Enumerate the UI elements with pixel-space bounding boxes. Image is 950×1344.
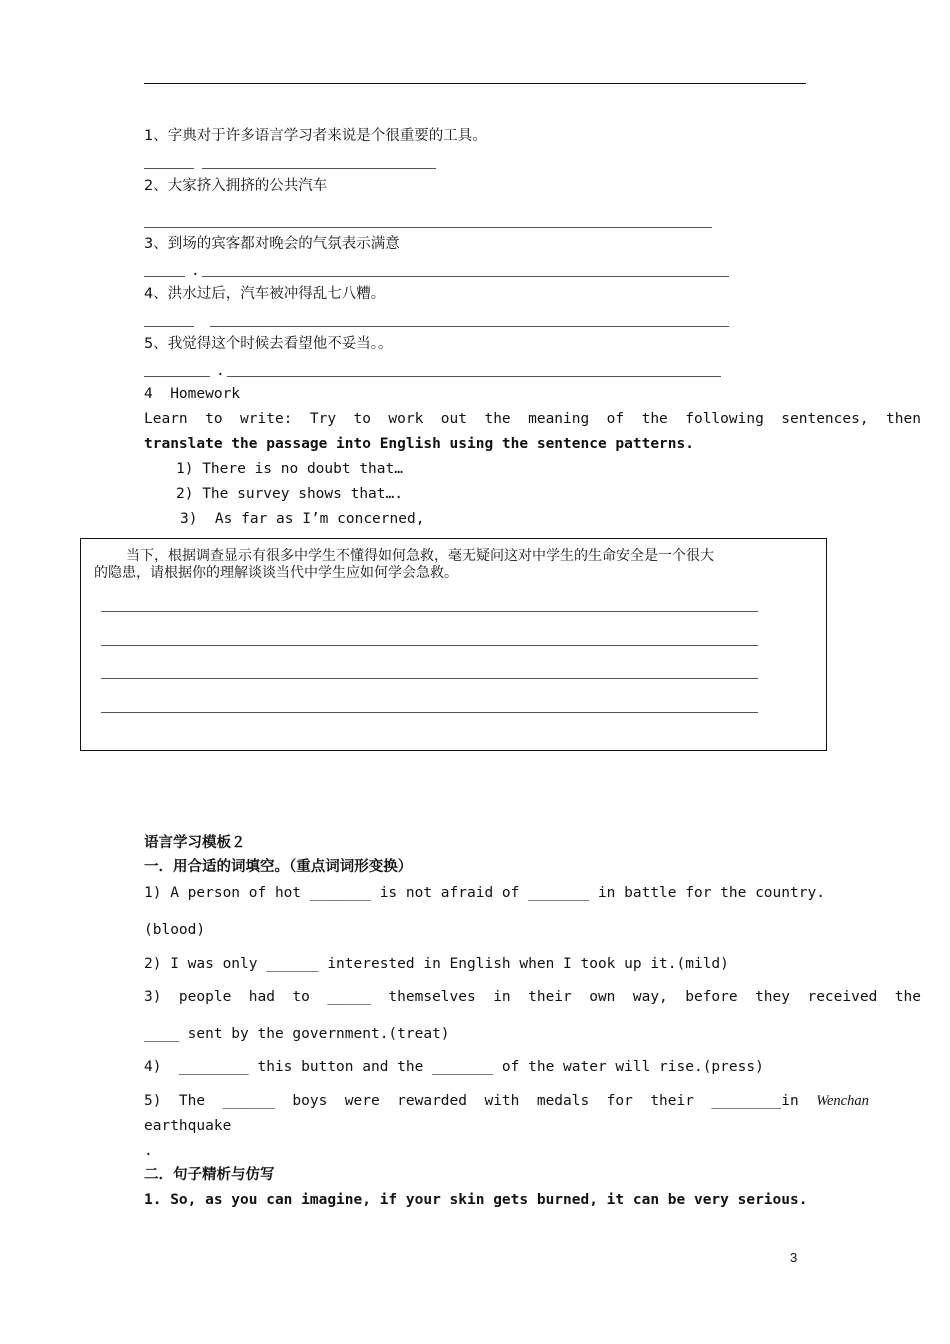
question-4: 4) ________ this button and the _______ of the water will rise.(press)	[144, 1059, 764, 1075]
sentence-pattern-3: 3) As far as I’m concerned,	[180, 511, 425, 527]
exercise-item-5: 5、我觉得这个时候去看望他不妥当。。	[144, 336, 393, 352]
homework-heading: 4 Homework	[144, 386, 241, 402]
writing-line[interactable]	[101, 678, 758, 679]
homework-instruction-line1: Learn to write: Try to work out the meaning of the following sentences, then	[144, 411, 921, 427]
exercise-item-4: 4、洪水过后，汽车被冲得乱七八糟。	[144, 286, 386, 302]
exercise-item-1: 1、字典对于许多语言学习者来说是个很重要的工具。	[144, 128, 487, 144]
sentence-pattern-2: 2) The survey shows that….	[176, 486, 403, 502]
question-5-cont: earthquake	[144, 1118, 232, 1134]
page-number: 3	[790, 1250, 798, 1265]
answer-line[interactable]	[144, 227, 712, 228]
section1-heading: 一．用合适的词填空。（重点词词形变换）	[144, 859, 413, 875]
writing-prompt-line2: 的隐患，请根据你的理解谈谈当代中学生应如何学会急救。	[94, 565, 458, 581]
italic-place-name: Wenchan	[816, 1093, 869, 1109]
question-1: 1) A person of hot _______ is not afraid of _______ in battle for the country.	[144, 885, 825, 901]
writing-line[interactable]	[101, 611, 758, 612]
answer-line[interactable]	[210, 326, 729, 327]
answer-line[interactable]	[144, 326, 194, 327]
answer-line[interactable]	[144, 276, 185, 277]
answer-line[interactable]	[144, 376, 210, 377]
exercise-item-2: 2、大家挤入拥挤的公共汽车	[144, 178, 328, 194]
sentence-1: 1. So, as you can imagine, if your skin gets burned, it can be very serious.	[144, 1192, 808, 1208]
answer-line[interactable]	[144, 168, 194, 169]
template-title: 语言学习模板２	[144, 835, 246, 851]
writing-line[interactable]	[101, 712, 758, 713]
top-rule	[144, 83, 806, 84]
section2-heading: 二．句子精析与仿写	[144, 1167, 275, 1183]
question-3: 3) people had to _____ themselves in their own way, before they received the	[144, 989, 921, 1005]
sentence-pattern-1: 1) There is no doubt that…	[176, 461, 403, 477]
answer-separator: .	[216, 363, 225, 379]
question-3-cont: ____ sent by the government.(treat)	[144, 1026, 450, 1042]
question-5-end: .	[144, 1143, 153, 1159]
answer-line[interactable]	[202, 276, 729, 277]
answer-separator: .	[191, 263, 200, 279]
question-1-hint: (blood)	[144, 922, 206, 938]
answer-line[interactable]	[202, 168, 436, 169]
question-5: 5) The ______ boys were rewarded with medals for their ________in Wenchan	[144, 1093, 869, 1109]
question-2: 2) I was only ______ interested in English when I took up it.(mild)	[144, 956, 729, 972]
homework-instruction-line2: translate the passage into English using the sentence patterns.	[144, 436, 694, 452]
answer-line[interactable]	[227, 376, 721, 377]
exercise-item-3: 3、到场的宾客都对晚会的气氛表示满意	[144, 236, 400, 252]
writing-line[interactable]	[101, 645, 758, 646]
writing-prompt-line1: 当下，根据调查显示有很多中学生不懂得如何急救，毫无疑问这对中学生的生命安全是一个很大	[126, 548, 714, 564]
